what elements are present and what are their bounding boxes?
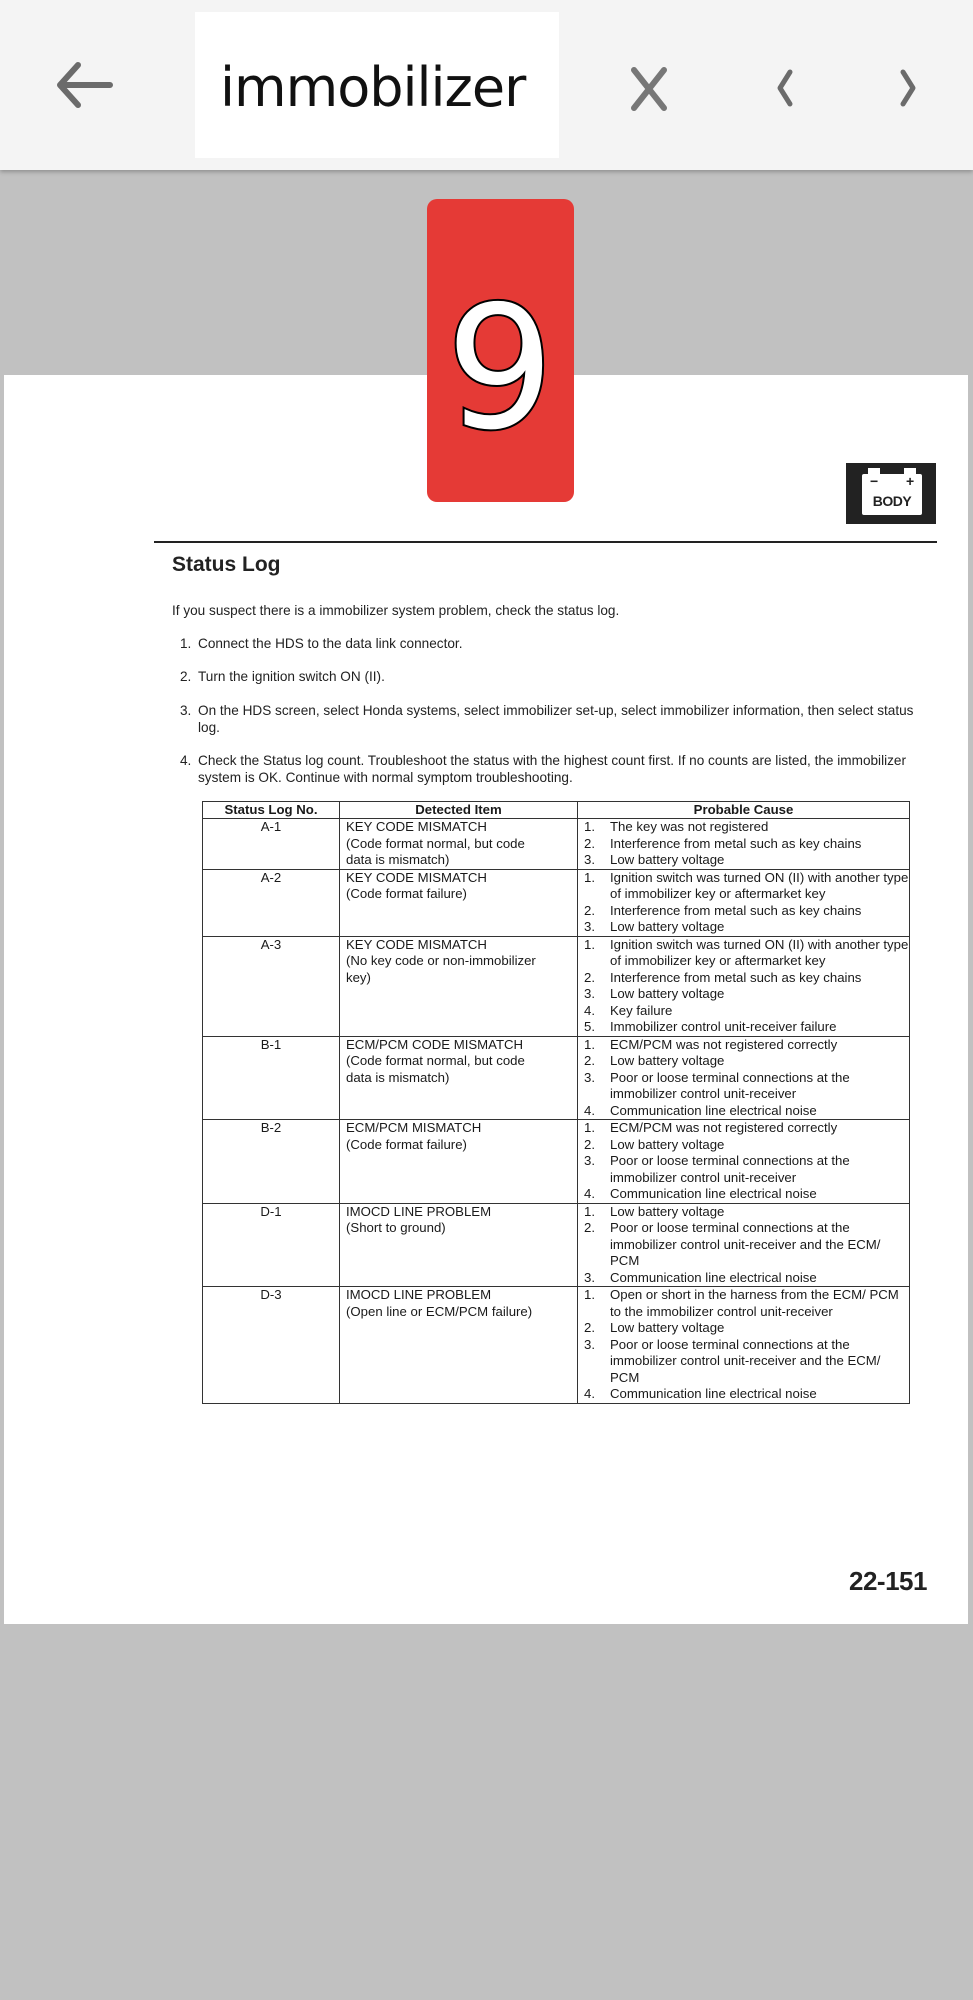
cause-text: Interference from metal such as key chains — [610, 902, 862, 918]
probable-cause — [584, 1070, 909, 1103]
probable-cause-cell — [578, 936, 910, 1036]
probable-cause-cell — [578, 1203, 910, 1287]
probable-cause-cell — [578, 1287, 910, 1404]
step-text: Connect the HDS to the data link connector. — [198, 636, 463, 651]
step-number: 4. — [180, 753, 192, 768]
cause-number: 4. — [584, 1186, 595, 1201]
probable-cause — [584, 1037, 909, 1054]
status-log-number: A-3 — [203, 936, 340, 1036]
cause-number: 1. — [584, 1036, 595, 1052]
cause-number: 2. — [584, 969, 595, 985]
probable-cause — [584, 870, 909, 903]
cause-number: 3. — [584, 852, 595, 867]
probable-cause-cell — [578, 819, 910, 870]
detected-item: ECM/PCM MISMATCH — [346, 1120, 482, 1135]
table-row — [203, 819, 910, 870]
detected-item-cell — [340, 1287, 578, 1404]
probable-cause — [584, 986, 909, 1003]
status-log-table — [202, 801, 910, 1404]
probable-cause — [584, 1220, 909, 1270]
status-log-number: A-2 — [203, 869, 340, 936]
cause-number: 2. — [584, 1320, 595, 1335]
body-section-tab — [846, 463, 936, 524]
detected-item-cell — [340, 819, 578, 870]
table-row — [203, 869, 910, 936]
cause-text: Communication line electrical noise — [610, 1386, 817, 1401]
table-header-row — [203, 802, 910, 819]
detected-item: IMOCD LINE PROBLEM — [346, 1287, 492, 1302]
chevron-right-icon — [885, 60, 935, 116]
status-log-number: B-1 — [203, 1036, 340, 1120]
column-header: Status Log No. — [203, 802, 340, 819]
detected-item-cell — [340, 1036, 578, 1120]
cause-text: Poor or loose terminal connections at the immobilizer control unit-receiver — [610, 1153, 850, 1185]
step-text: Turn the ignition switch ON (II). — [198, 669, 385, 684]
cause-text: ECM/PCM was not registered correctly — [610, 1036, 838, 1052]
probable-cause — [584, 1137, 909, 1154]
arrow-left-icon — [50, 55, 120, 115]
previous-match-button[interactable] — [760, 60, 810, 116]
probable-cause — [584, 903, 909, 920]
cause-number: 3. — [584, 986, 595, 1001]
probable-cause — [584, 919, 909, 936]
cause-number: 1. — [584, 1203, 595, 1219]
probable-cause — [584, 852, 909, 869]
table-row — [203, 1120, 910, 1204]
status-log-number: B-2 — [203, 1120, 340, 1204]
cause-text: Communication line electrical noise — [610, 1186, 817, 1201]
probable-cause — [584, 1103, 909, 1120]
detected-item-detail: (Short to ground) — [346, 1220, 446, 1235]
cause-text: ECM/PCM was not registered correctly — [610, 1120, 838, 1135]
probable-cause — [584, 1186, 909, 1203]
cause-text: Communication line electrical noise — [610, 1269, 817, 1285]
detected-item: KEY CODE MISMATCH — [346, 936, 487, 952]
step-number: 1. — [180, 636, 192, 651]
probable-cause — [584, 937, 909, 970]
probable-cause — [584, 1053, 909, 1070]
cause-text: Key failure — [610, 1002, 673, 1018]
search-field[interactable] — [195, 12, 559, 158]
header-rule — [154, 541, 937, 543]
cause-number: 1. — [584, 869, 595, 885]
cause-text: Open or short in the harness from the ECM/ PCM to the immobilizer control unit-receiver — [610, 1287, 899, 1319]
find-in-page-toolbar — [0, 0, 973, 170]
cause-text: Communication line electrical noise — [610, 1102, 817, 1118]
detected-item-detail: (Code format normal, but code data is mismatch) — [346, 1053, 525, 1085]
cause-text: Low battery voltage — [610, 852, 725, 867]
close-icon — [620, 58, 680, 118]
probable-cause — [584, 1386, 909, 1403]
step-number: 3. — [180, 703, 192, 718]
page-number: 22-151 — [849, 1566, 927, 1596]
cause-text: Low battery voltage — [610, 986, 725, 1001]
cause-number: 3. — [584, 1336, 595, 1352]
cause-text: Low battery voltage — [610, 1136, 725, 1152]
next-match-button[interactable] — [885, 60, 935, 116]
probable-cause — [584, 1003, 909, 1020]
cause-text: Poor or loose terminal connections at the immobilizer control unit-receiver and the ECM/ PCM — [610, 1220, 881, 1268]
detected-item: KEY CODE MISMATCH — [346, 869, 487, 885]
detected-item-detail: (No key code or non-immobilizer key) — [346, 953, 536, 985]
probable-cause — [584, 970, 909, 987]
cause-number: 3. — [584, 1269, 595, 1285]
probable-cause — [584, 1287, 909, 1320]
section-tab-label: BODY — [872, 493, 912, 509]
chevron-left-icon — [760, 60, 810, 116]
status-log-number: D-1 — [203, 1203, 340, 1287]
step-text: Check the Status log count. Troubleshoot the status with the highest count first. If no counts are listed, the immobilizer system is OK. Continue with normal symptom troubleshooting. — [198, 753, 907, 785]
detected-item: IMOCD LINE PROBLEM — [346, 1203, 492, 1219]
probable-cause — [584, 1337, 909, 1387]
cause-text: Low battery voltage — [610, 1053, 725, 1068]
step-number: 2. — [180, 669, 192, 684]
detected-item-detail: (Code format normal, but code data is mismatch) — [346, 835, 525, 867]
table-row — [203, 1287, 910, 1404]
table-row — [203, 936, 910, 1036]
cause-number: 3. — [584, 1069, 595, 1085]
cause-text: The key was not registered — [610, 819, 769, 834]
cause-number: 1. — [584, 936, 595, 952]
cause-number: 2. — [584, 902, 595, 918]
intro-text: If you suspect there is a immobilizer system problem, check the status log. — [172, 603, 620, 618]
status-log-number: D-3 — [203, 1287, 340, 1404]
probable-cause — [584, 1019, 909, 1036]
probable-cause — [584, 1153, 909, 1186]
column-header: Detected Item — [340, 802, 578, 819]
cause-text: Immobilizer control unit-receiver failure — [610, 1019, 837, 1034]
detected-item-detail: (Code format failure) — [346, 1136, 467, 1152]
probable-cause-cell — [578, 869, 910, 936]
cause-number: 2. — [584, 1220, 595, 1235]
step-text: On the HDS screen, select Honda systems, select immobilizer set-up, select immobilizer information, then select status log. — [198, 703, 914, 735]
cause-text: Ignition switch was turned ON (II) with another type of immobilizer key or aftermarket key — [610, 869, 909, 901]
cause-number: 3. — [584, 1153, 595, 1168]
cause-text: Ignition switch was turned ON (II) with another type of immobilizer key or aftermarket key — [610, 936, 909, 968]
clear-search-button[interactable] — [620, 58, 680, 118]
detected-item-cell — [340, 936, 578, 1036]
probable-cause — [584, 836, 909, 853]
status-log-number: A-1 — [203, 819, 340, 870]
detected-item-cell — [340, 869, 578, 936]
probable-cause-cell — [578, 1120, 910, 1204]
section-title: Status Log — [172, 553, 281, 576]
cause-text: Poor or loose terminal connections at the immobilizer control unit-receiver and the ECM/ PCM — [610, 1336, 881, 1385]
match-count-badge — [427, 199, 574, 502]
cause-number: 5. — [584, 1019, 595, 1034]
probable-cause-cell — [578, 1036, 910, 1120]
cause-number: 1. — [584, 819, 595, 834]
cause-number: 4. — [584, 1002, 595, 1018]
cause-number: 2. — [584, 835, 595, 851]
battery-plus: + — [906, 473, 915, 489]
cause-text: Interference from metal such as key chains — [610, 835, 862, 851]
cause-number: 1. — [584, 1120, 595, 1135]
detected-item-cell — [340, 1203, 578, 1287]
probable-cause — [584, 1320, 909, 1337]
battery-minus: − — [870, 473, 879, 489]
cause-number: 2. — [584, 1053, 595, 1068]
cause-text: Low battery voltage — [610, 919, 725, 934]
probable-cause — [584, 1120, 909, 1137]
probable-cause — [584, 1270, 909, 1287]
match-count: 9 — [445, 270, 555, 468]
column-header: Probable Cause — [578, 802, 910, 819]
detected-item-detail: (Open line or ECM/PCM failure) — [346, 1303, 533, 1319]
cause-number: 1. — [584, 1287, 595, 1302]
probable-cause — [584, 1204, 909, 1221]
search-input[interactable] — [220, 52, 550, 122]
cause-number: 2. — [584, 1136, 595, 1152]
detected-item: KEY CODE MISMATCH — [346, 819, 487, 834]
cause-text: Poor or loose terminal connections at the immobilizer control unit-receiver — [610, 1069, 850, 1101]
detected-item-detail: (Code format failure) — [346, 886, 467, 901]
back-button[interactable] — [50, 55, 120, 115]
cause-text: Interference from metal such as key chains — [610, 969, 862, 985]
battery-icon — [862, 474, 922, 515]
table-row — [203, 1036, 910, 1120]
probable-cause — [584, 819, 909, 836]
cause-number: 4. — [584, 1386, 595, 1401]
detected-item: ECM/PCM CODE MISMATCH — [346, 1036, 524, 1052]
cause-number: 3. — [584, 919, 595, 934]
detected-item-cell — [340, 1120, 578, 1204]
cause-number: 4. — [584, 1102, 595, 1118]
table-row — [203, 1203, 910, 1287]
cause-text: Low battery voltage — [610, 1320, 725, 1335]
cause-text: Low battery voltage — [610, 1203, 725, 1219]
